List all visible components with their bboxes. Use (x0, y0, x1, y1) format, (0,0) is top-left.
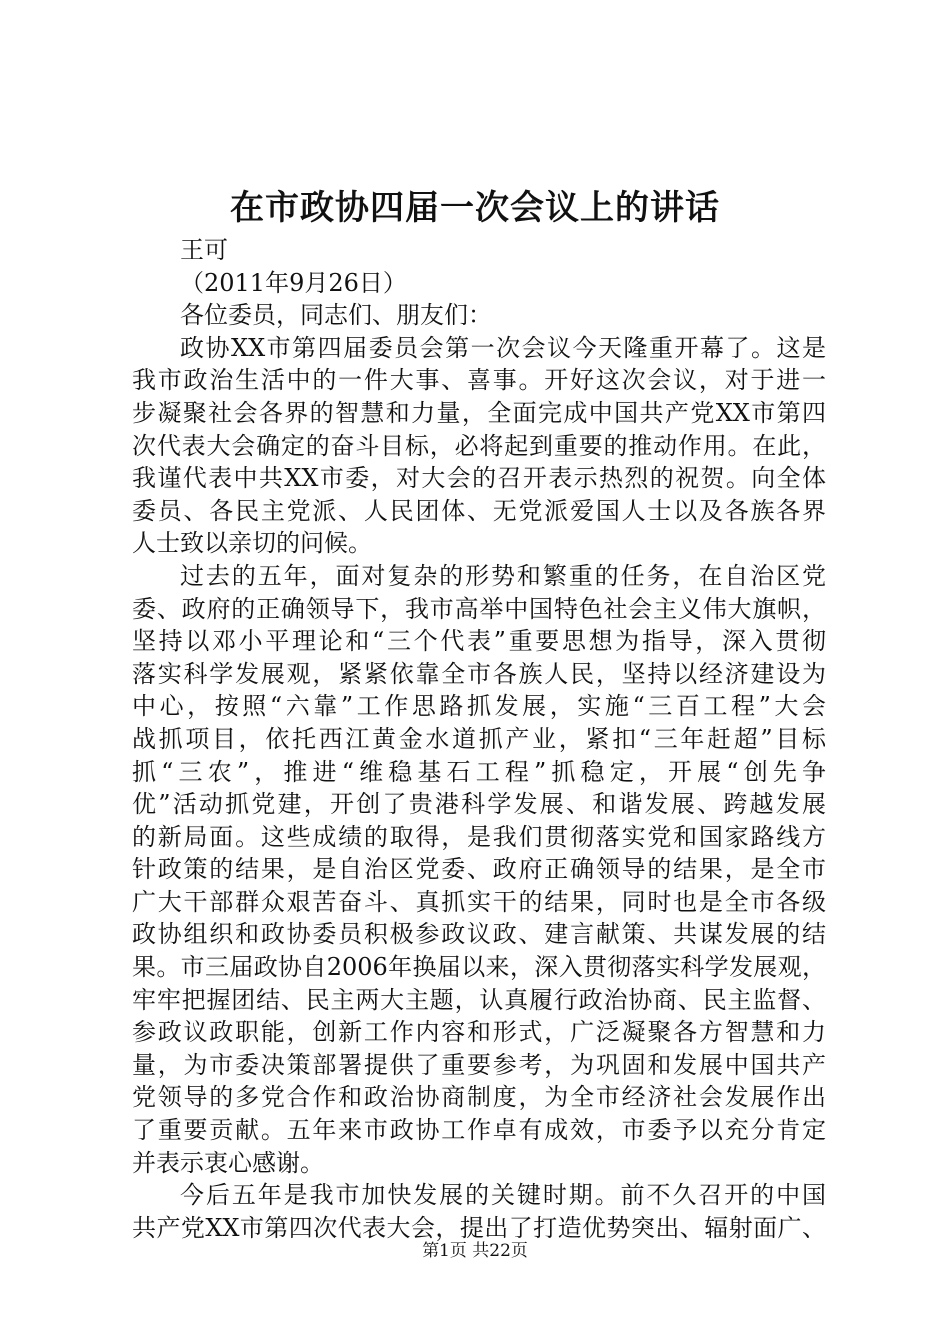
paragraph-line: 参政议政职能，创新工作内容和形式，广泛凝聚各方智慧和力 (132, 1018, 826, 1047)
paragraph-line: 共产党XX市第四次代表大会，提出了打造优势突出、辐射面广、 (132, 1213, 826, 1242)
paragraph-line: 委、政府的正确领导下，我市高举中国特色社会主义伟大旗帜， (132, 594, 826, 623)
paragraph-line: 果。市三届政协自2006年换届以来，深入贯彻落实科学发展观， (132, 953, 826, 982)
document-title: 在市政协四届一次会议上的讲话 (230, 188, 720, 228)
author-line: 王可 (180, 236, 228, 264)
paragraph-line: 今后五年是我市加快发展的关键时期。前不久召开的中国 (180, 1181, 826, 1210)
paragraph-line: 我谨代表中共XX市委，对大会的召开表示热烈的祝贺。向全体 (132, 464, 826, 493)
paragraph-line: 优”活动抓党建，开创了贵港科学发展、和谐发展、跨越发展 (132, 790, 826, 819)
paragraph-line: 战抓项目，依托西江黄金水道抓产业，紧扣“三年赶超”目标 (132, 724, 826, 753)
paragraph-line: 针政策的结果，是自治区党委、政府正确领导的结果，是全市 (132, 855, 826, 884)
paragraph-line: 了重要贡献。五年来市政协工作卓有成效，市委予以充分肯定 (132, 1116, 826, 1145)
paragraph-line: 抓“三农”，推进“维稳基石工程”抓稳定，开展“创先争 (132, 757, 826, 786)
paragraph-line: 的新局面。这些成绩的取得，是我们贯彻落实党和国家路线方 (132, 822, 826, 851)
paragraph-line: 中心，按照“六靠”工作思路抓发展，实施“三百工程”大会 (132, 692, 826, 721)
paragraph-line: 步凝聚社会各界的智慧和力量，全面完成中国共产党XX市第四 (132, 398, 826, 427)
paragraph-line: 量，为市委决策部署提供了重要参考，为巩固和发展中国共产 (132, 1050, 826, 1079)
paragraph-line: 牢牢把握团结、民主两大主题，认真履行政治协商、民主监督、 (132, 985, 826, 1014)
paragraph-line: 次代表大会确定的奋斗目标，必将起到重要的推动作用。在此， (132, 431, 826, 460)
document-body (132, 234, 826, 1244)
salutation-line: 各位委员，同志们、朋友们： (180, 301, 492, 330)
paragraph-line: 并表示衷心感谢。 (132, 1148, 324, 1177)
paragraph-line: 坚持以邓小平理论和“三个代表”重要思想为指导，深入贯彻 (132, 627, 826, 656)
paragraph-line: 过去的五年，面对复杂的形势和繁重的任务，在自治区党 (180, 561, 826, 590)
paragraph-line: 落实科学发展观，紧紧依靠全市各族人民，坚持以经济建设为 (132, 659, 826, 688)
date-line: （2011年9月26日） (180, 268, 407, 297)
paragraph-line: 党领导的多党合作和政治协商制度，为全市经济社会发展作出 (132, 1083, 826, 1112)
paragraph-line: 人士致以亲切的问候。 (132, 529, 372, 558)
paragraph-line: 政协组织和政协委员积极参政议政、建言献策、共谋发展的结 (132, 920, 826, 949)
paragraph-line: 我市政治生活中的一件大事、喜事。开好这次会议，对于进一 (132, 366, 826, 395)
paragraph-line: 政协XX市第四届委员会第一次会议今天隆重开幕了。这是 (180, 333, 826, 362)
page-number: 第1页 共22页 (422, 1241, 528, 1261)
paragraph-line: 广大干部群众艰苦奋斗、真抓实干的结果，同时也是全市各级 (132, 887, 826, 916)
paragraph-line: 委员、各民主党派、人民团体、无党派爱国人士以及各族各界 (132, 496, 826, 525)
